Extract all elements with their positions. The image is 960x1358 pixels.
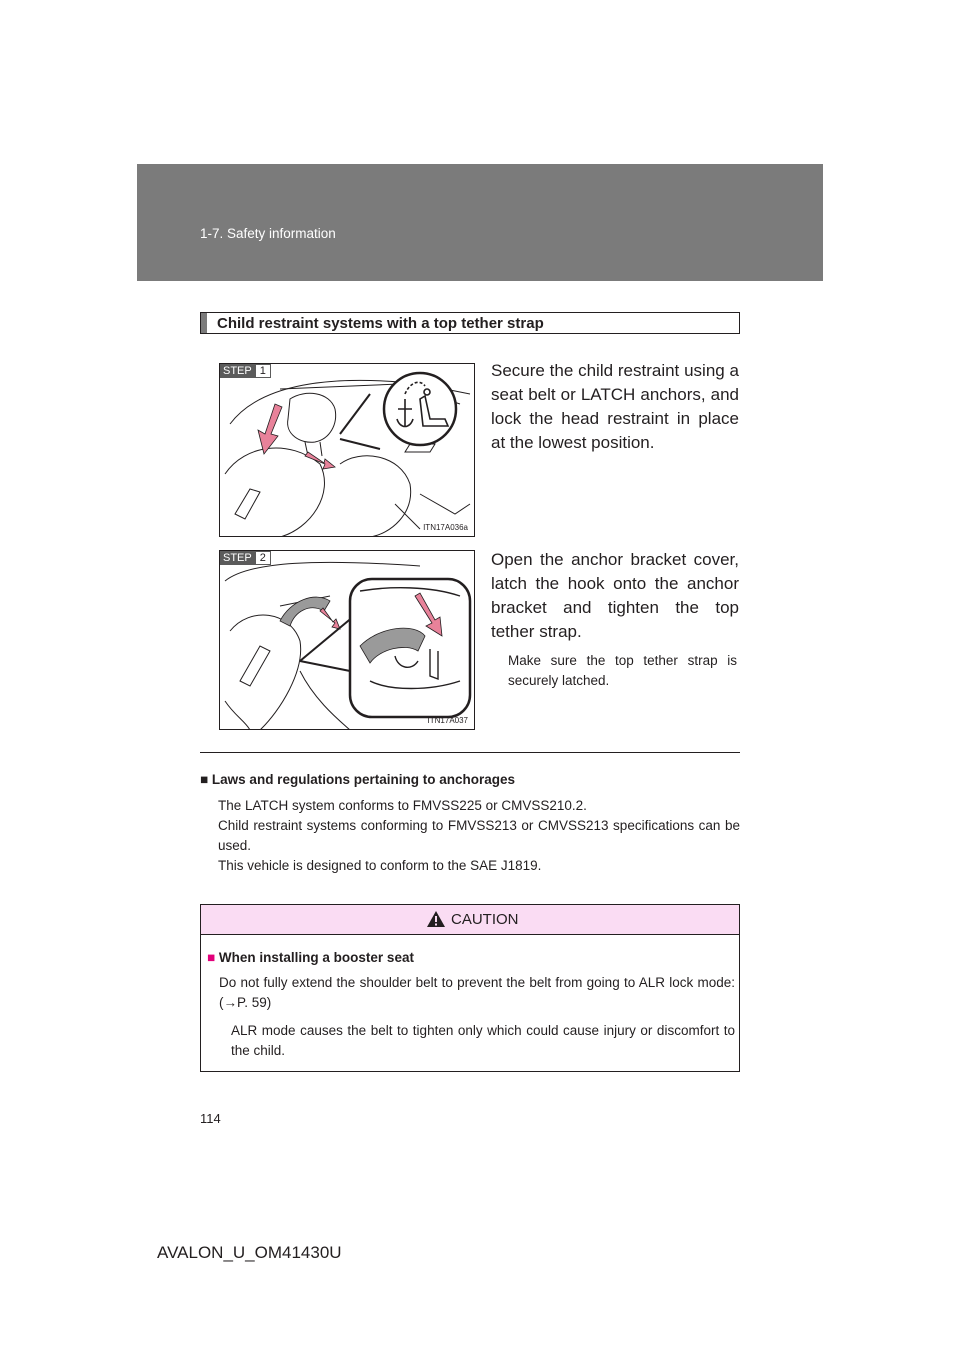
step-2-note: Make sure the top tether strap is securely latched. [508, 653, 737, 688]
caution-header [201, 905, 739, 935]
headrest-illustration [220, 364, 475, 537]
step-number: 1 [255, 364, 271, 378]
step-2-badge [220, 551, 271, 565]
square-marker-icon: ■ [200, 772, 209, 787]
subsection-title: Child restraint systems with a top tether strap [217, 315, 544, 332]
caution-label: CAUTION [451, 911, 519, 928]
caution-body: Do not fully extend the shoulder belt to prevent the belt from going to ALR lock mode: (→P. 59) [219, 975, 735, 1010]
info-line: Child restraint systems conforming to FMVSS213 or CMVSS213 specifications can be used. [218, 818, 740, 853]
title-accent-bar [201, 313, 207, 333]
step-label: STEP [220, 364, 255, 378]
caution-heading-text: When installing a booster seat [218, 950, 414, 965]
info-line: The LATCH system conforms to FMVSS225 or CMVSS210.2. [218, 798, 587, 813]
step-2-figure [219, 550, 475, 730]
caution-sub: ALR mode causes the belt to tighten only which could cause injury or discomfort to the child. [231, 1023, 735, 1058]
step-label: STEP [220, 551, 255, 565]
tether-hook-illustration [220, 551, 475, 730]
page-number: 114 [200, 1111, 221, 1126]
step-1-text: Secure the child restraint using a seat belt or LATCH anchors, and lock the head restraint in place at the lowest position. [491, 361, 739, 452]
figure-code: ITN17A036a [423, 523, 468, 532]
header-band [137, 164, 823, 281]
info-heading [200, 772, 515, 787]
square-marker-icon: ■ [207, 950, 216, 965]
document-code: AVALON_U_OM41430U [157, 1243, 342, 1262]
info-line: This vehicle is designed to conform to the SAE J1819. [218, 858, 542, 873]
figure-code: ITN17A037 [427, 716, 468, 725]
caution-box [200, 904, 740, 1072]
step-2-text: Open the anchor bracket cover, latch the hook onto the anchor bracket and tighten the top tether strap. [491, 550, 739, 641]
step-1-figure [219, 363, 475, 537]
subsection-title-box [200, 312, 740, 334]
step-1-badge [220, 364, 271, 378]
caution-heading [207, 950, 414, 965]
section-divider [200, 752, 740, 753]
info-body [218, 796, 740, 876]
warning-triangle-icon [426, 910, 446, 928]
section-label: 1-7. Safety information [200, 226, 336, 241]
info-heading-text: Laws and regulations pertaining to anchorages [211, 772, 515, 787]
step-number: 2 [255, 551, 271, 565]
